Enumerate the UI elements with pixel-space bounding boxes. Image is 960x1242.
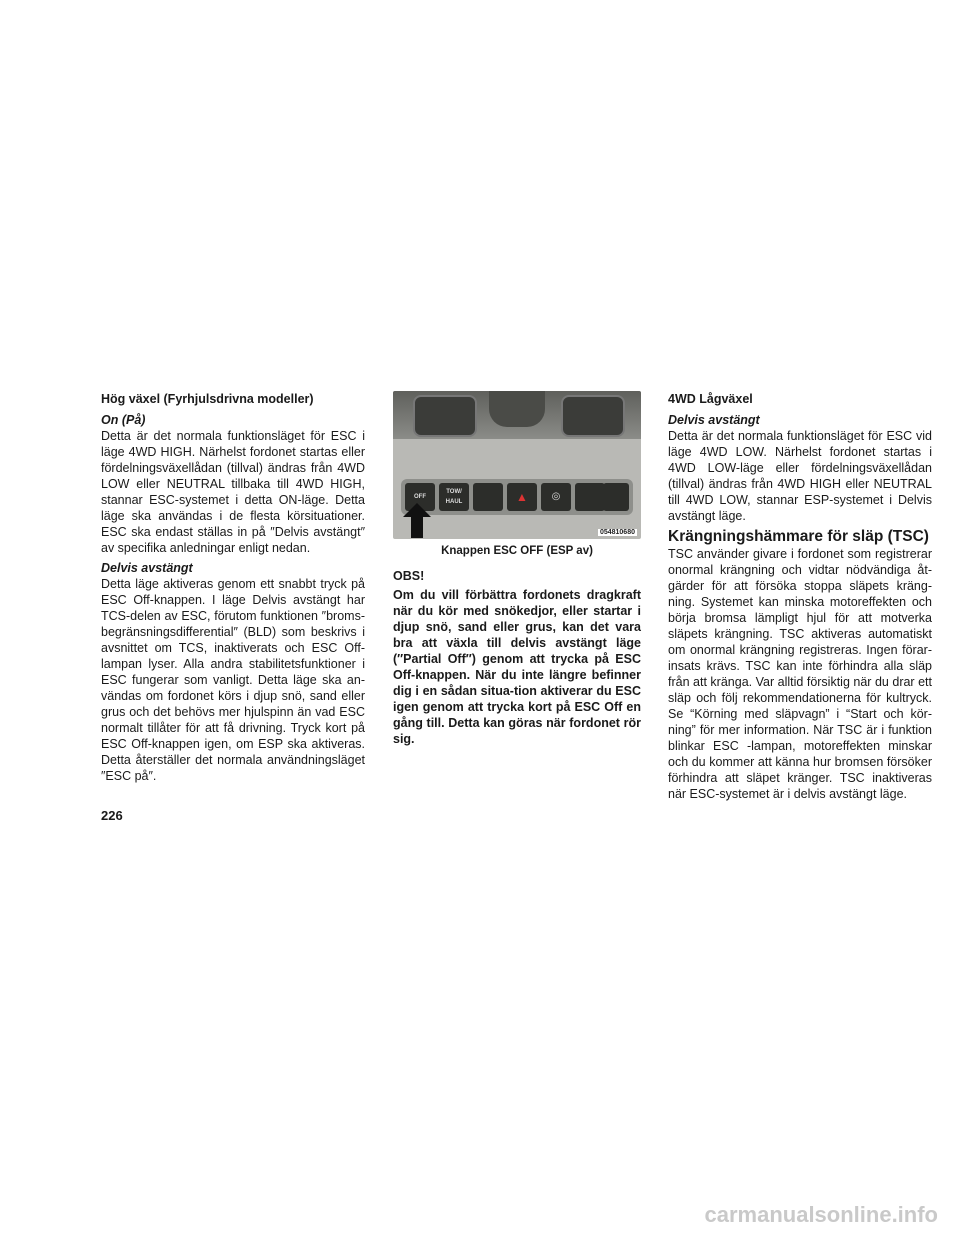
figure-code: 054810680 [599,529,635,536]
esc-off-button-photo [393,391,641,539]
left-column [101,391,365,788]
section-heading-4wd-low: 4WD Lågväxel [668,392,753,406]
on-mode-text: Detta är det normala funktionsläget för ESC i läge 4WD HIGH. Närhelst fordonet startas eller fördelningsväxellådan (tillval) ändras från 4WD LOW eller NEUTRAL tillbaka till 4WD HIGH, stannar ESC-systemet i detta ON-läge. Detta läge ska användas i de flesta körsituationer. ESC ska endast ställas in på ″Delvis avstängt″ av specifika anledningar enligt nedan. [101,429,365,555]
obs-text: Om du vill förbättra fordonets dragkraft när du kör med snökedjor, eller startar i djup snö, sand eller grus, kan det vara bra att växla till delvis avstängt läge (″Partial Off″) genom att trycka på ESC Off-knappen. När du inte längre befinner dig i en sådan situa-tion aktiverar du ESC igen genom att trycka kort på ESC Off en gång till. Detta kan göras när fordonet rör sig. [393,588,641,746]
obs-label: OBS! [393,569,425,583]
figure-caption: Knappen ESC OFF (ESP av) [441,545,593,557]
seat-heater-left-knob [413,395,477,437]
tow-haul-switch: TOW/ HAUL [439,483,469,511]
right-column [668,391,932,806]
esc-off-switch: OFF [405,483,435,511]
blank-switch-3 [603,483,629,511]
4wd-low-text: Detta är det normala funktionsläget för ESC vid läge 4WD LOW. Närhelst fordonet startas i 4WD LOW-läge eller fördelningsväxellådan (tillval) ändras från 4WD HIGH eller NEUTRAL till 4WD LOW, stannar ESP-systemet i Delvis avstängt läge. [668,429,932,523]
section-heading-high-gear: Hög växel (Fyrhjulsdrivna modeller) [101,392,314,406]
pause-switch: ◎ [541,483,571,511]
partial-off-text: Detta läge aktiveras genom ett snabbt tryck på ESC Off-knappen. I läge Delvis avstängt har TCS-delen av ESC, förutom funktionen ″broms-begränsningsdifferential″ (BLD) som beskrivs i avsnittet om TCS, inaktiverats och ESC Off-lampan lyser. Alla andra stabilitetsfunktioner i ESC fungerar som vanligt. Detta läge ska an-vändas om fordonet körs i djup snö, sand eller grus och det behövs mer hjulspinn än vad ESC normalt tillåter för att få drivning. Tryck kort på ESC Off-knappen igen, om ESP ska aktiveras. Detta återställer det normala användningsläget ″ESC på″. [101,577,365,783]
sub-heading-partial-off-right: Delvis avstängt [668,413,760,427]
middle-column [393,391,641,747]
blank-switch [473,483,503,511]
hazard-switch: ▲ [507,483,537,511]
tsc-heading: Krängningshämmare för släp (TSC) [668,528,929,545]
watermark: carmanualsonline.info [704,1202,938,1227]
seat-heater-right-knob [561,395,625,437]
arrow-shaft [411,514,423,538]
tsc-text: TSC använder givare i fordonet som registrerar onormal krängning och vidtar nödvändiga åt-gärder för att försöka stoppa släpets kräng-ning. Systemet kan minska motoreffekten och börja bromsa lämpligt hjul för att motverka släpets krängning. TSC aktiveras automatiskt om onormal krängning registreras. Ingen förar-insats krävs. TSC kan inte förhindra alla släp från att kränga. Var alltid försiktig när du drar ett släp och följ rekommendationerna för kultryck. Se “Körning med släpvagn” i “Start och kör-ning” för mer information. När TSC är i funktion blinkar ESC -lampan, motoreffekten minskar och du kommer att känna hur bromsen försöker förhindra att släpet kränger. TSC inaktiveras när ESC-systemet är i delvis avstängt läge. [668,547,932,801]
page-number: 226 [101,808,123,823]
blank-switch-2 [575,483,605,511]
sub-heading-on: On (På) [101,413,146,427]
sub-heading-partial-off: Delvis avstängt [101,561,193,575]
center-vent [489,391,545,427]
